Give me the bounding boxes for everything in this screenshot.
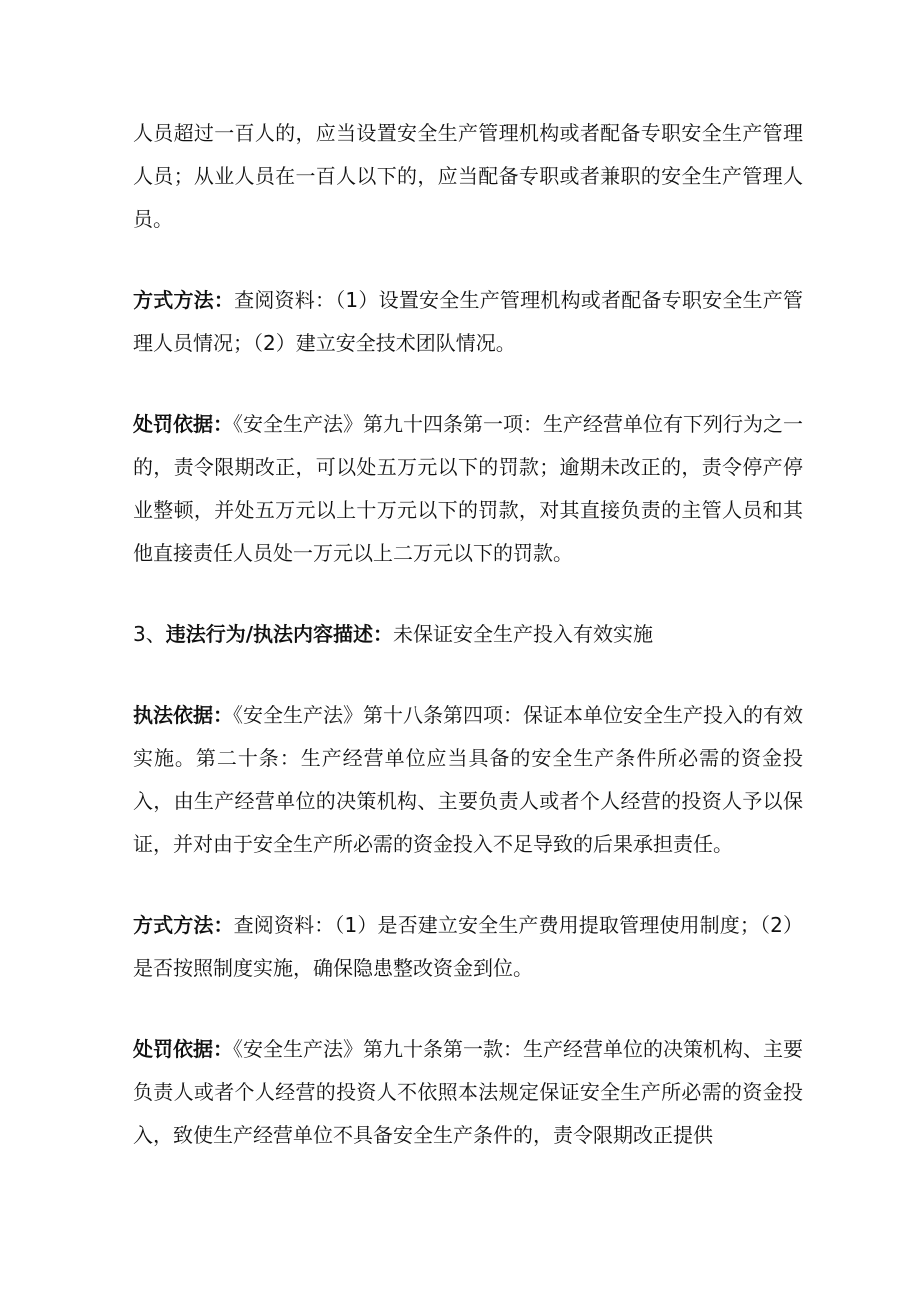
paragraph-staffing-requirement — [133, 112, 803, 241]
paragraph-label: 执法依据： — [133, 703, 233, 727]
paragraph-label: 处罚依据： — [133, 412, 233, 436]
paragraph-label: 方式方法： — [133, 288, 235, 312]
paragraph-text: 人员超过一百人的，应当设置安全生产管理机构或者配备专职安全生产管理人员；从业人员在一百人以下的，应当配备专职或者兼职的安全生产管理人员。 — [133, 121, 803, 231]
paragraph-penalty-basis-2 — [133, 1028, 803, 1157]
paragraph-text: 《安全生产法》第九十四条第一项：生产经营单位有下列行为之一的，责令限期改正，可以处五万元以下的罚款；逾期未改正的，责令停产停业整顿，并处五万元以上十万元以下的罚款，对其直接负责的主管人员和其他直接责任人员处一万元以上二万元以下的罚款。 — [133, 412, 803, 565]
paragraph-method-2 — [133, 904, 803, 990]
paragraph-label: 处罚依据： — [133, 1037, 233, 1061]
paragraph-text: 《安全生产法》第九十条第一款：生产经营单位的决策机构、主要负责人或者个人经营的投资人不依照本法规定保证安全生产所必需的资金投入，致使生产经营单位不具备安全生产条件的，责令限期改正提供 — [133, 1037, 803, 1147]
paragraph-violation-3 — [133, 613, 803, 656]
paragraph-text: 查阅资料：（1）设置安全生产管理机构或者配备专职安全生产管理人员情况；（2）建立安全技术团队情况。 — [133, 288, 803, 355]
paragraph-method-1 — [133, 279, 803, 365]
paragraph-prefix: 3、 — [133, 622, 166, 646]
paragraph-label: 方式方法： — [133, 913, 234, 937]
paragraph-label: 违法行为/执法内容描述： — [165, 622, 394, 646]
paragraph-enforcement-basis — [133, 694, 803, 866]
paragraph-penalty-basis-1 — [133, 403, 803, 575]
document-page — [133, 112, 803, 1195]
paragraph-text: 未保证安全生产投入有效实施 — [393, 622, 654, 646]
paragraph-text: 查阅资料：（1）是否建立安全生产费用提取管理使用制度；（2）是否按照制度实施，确保隐患整改资金到位。 — [133, 913, 803, 980]
paragraph-text: 《安全生产法》第十八条第四项：保证本单位安全生产投入的有效实施。第二十条：生产经营单位应当具备的安全生产条件所必需的资金投入，由生产经营单位的决策机构、主要负责人或者个人经营的投资人予以保证，并对由于安全生产所必需的资金投入不足导致的后果承担责任。 — [133, 703, 803, 856]
